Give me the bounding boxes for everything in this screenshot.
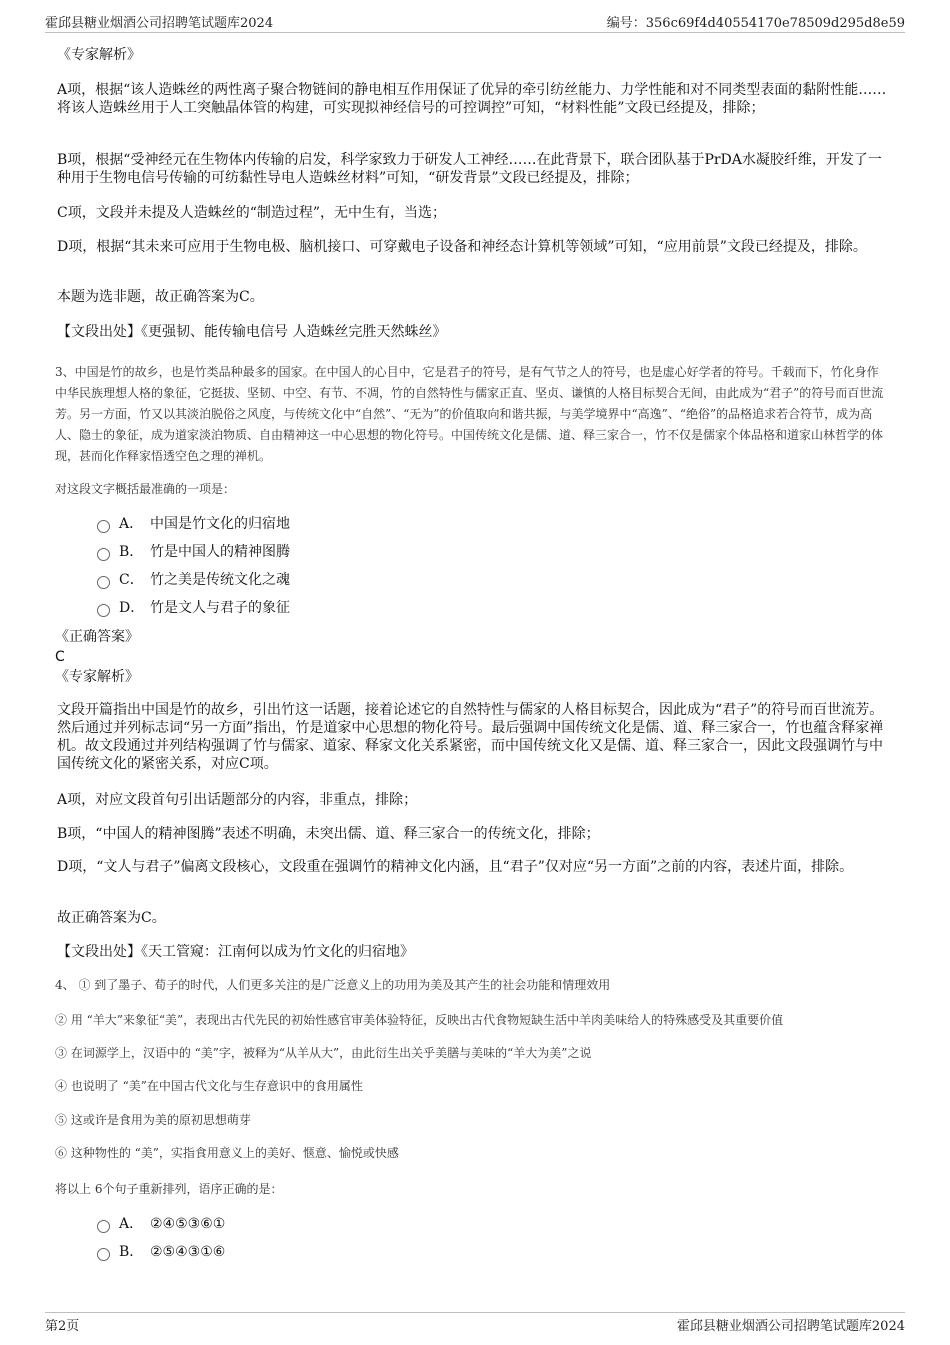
option-text: ②④⑤③⑥① bbox=[150, 1216, 226, 1232]
q4-sentence-4: ④ 也说明了 “美”在中国古代文化与生存意识中的食用属性 bbox=[55, 1079, 363, 1093]
footer-title: 霍邱县糖业烟酒公司招聘笔试题库2024 bbox=[676, 1318, 905, 1334]
option-text: 竹是文人与君子的象征 bbox=[150, 600, 290, 616]
radio-button[interactable] bbox=[97, 520, 110, 533]
header-title: 霍邱县糖业烟酒公司招聘笔试题库2024 bbox=[45, 15, 274, 31]
option-text: 竹之美是传统文化之魂 bbox=[150, 572, 290, 588]
q3-analysis-a: A项，对应文段首句引出话题部分的内容，非重点，排除； bbox=[57, 792, 418, 808]
q3-analysis: 文段开篇指出中国是竹的故乡，引出竹这一话题，接着论述它的自然特性与儒家的人格目标契合，因此成为“君子”的符号而百世流芳。然后通过并列标志词“另一方面”指出，竹是道家中心思想的物化符号。最后强调中国传统文化是儒、道、释三家合一，竹也蕴含释家禅机。故文段通过并列结构强调了竹与儒家、道家、释家文化关系紧密，而中国传统文化又是儒、道、释三家合一，因此文段强调竹与中国传统文化的紧密关系，对应C项。 bbox=[57, 702, 884, 772]
q3-answer-title: 《正确答案》 bbox=[55, 629, 139, 645]
option-letter: B． bbox=[119, 1244, 144, 1260]
q3-analysis-title: 《专家解析》 bbox=[55, 669, 139, 685]
q3-option-c[interactable] bbox=[97, 570, 290, 590]
option-letter: D． bbox=[119, 600, 145, 616]
q3-option-d[interactable] bbox=[97, 598, 290, 618]
q4-sentence-5: ⑤ 这或许是食用为美的原初思想萌芽 bbox=[55, 1113, 251, 1127]
q3-option-b[interactable] bbox=[97, 542, 290, 562]
q3-question: 对这段文字概括最准确的一项是： bbox=[55, 482, 236, 496]
option-text: ②⑤④③①⑥ bbox=[150, 1244, 226, 1260]
q2-analysis-d: D项，根据“其未来可应用于生物电极、脑机接口、可穿戴电子设备和神经态计算机等领域”可知，“应用前景”文段已经提及，排除。 bbox=[57, 239, 867, 255]
radio-button[interactable] bbox=[97, 604, 110, 617]
q4-question: 将以上 6个句子重新排列，语序正确的是： bbox=[55, 1182, 283, 1196]
page-header bbox=[45, 10, 905, 33]
q4-sentence-2: ② 用 “羊大”来象征“美”，表现出古代先民的初始性感官审美体验特征，反映出古代食物短缺生活中羊肉美味给人的特殊感受及其重要价值 bbox=[55, 1013, 784, 1027]
option-text: 竹是中国人的精神图腾 bbox=[150, 544, 290, 560]
q3-analysis-b: B项，“中国人的精神图腾”表述不明确，未突出儒、道、释三家合一的传统文化，排除； bbox=[57, 826, 600, 842]
page-footer bbox=[45, 1312, 905, 1335]
header-serial-number: 编号：356c69f4d40554170e78509d295d8e59 bbox=[606, 15, 905, 31]
option-letter: A． bbox=[119, 516, 144, 532]
q2-analysis-a: A项，根据“该人造蛛丝的两性离子聚合物链间的静电相互作用保证了优异的牵引纺丝能力、力学性能和对不同类型表面的黏附性能……将该人造蛛丝用于人工突触晶体管的构建，可实现拟神经信号的可控调控”可知，“材料性能”文段已经提及，排除； bbox=[57, 82, 887, 116]
option-letter: C． bbox=[119, 572, 144, 588]
q4-sentence-1: 4、 ① 到了墨子、荀子的时代，人们更多关注的是广泛意义上的功用为美及其产生的社会功能和情理效用 bbox=[55, 978, 611, 992]
q4-option-b[interactable] bbox=[97, 1242, 225, 1262]
q4-sentence-6: ⑥ 这种物性的 “美”，实指食用意义上的美好、惬意、愉悦或快感 bbox=[55, 1146, 399, 1160]
radio-button[interactable] bbox=[97, 548, 110, 561]
q2-source: 【文段出处】《更强韧、能传输电信号 人造蛛丝完胜天然蛛丝》 bbox=[57, 324, 447, 340]
q3-analysis-d: D项，“文人与君子”偏离文段核心，文段重在强调竹的精神文化内涵，且“君子”仅对应“另一方面”之前的内容，表述片面，排除。 bbox=[57, 859, 854, 875]
q2-analysis-b: B项，根据“受神经元在生物体内传输的启发，科学家致力于研发人工神经……在此背景下，联合团队基于PrDA水凝胶纤维，开发了一种用于生物电信号传输的可纺黏性导电人造蛛丝材料”可知，“研发背景”文段已经提及，排除； bbox=[57, 152, 882, 186]
radio-button[interactable] bbox=[97, 1220, 110, 1233]
q2-analysis-c: C项，文段并未提及人造蛛丝的“制造过程”，无中生有，当选； bbox=[57, 205, 447, 221]
q2-conclusion: 本题为选非题，故正确答案为C。 bbox=[57, 289, 264, 305]
q2-analysis-title: 《专家解析》 bbox=[57, 47, 141, 63]
q3-stem: 3、中国是竹的故乡，也是竹类品种最多的国家。在中国人的心目中，它是君子的符号，是有气节之人的符号，也是虚心好学者的符号。千载而下，竹化身作中华民族理想人格的象征，它挺拔、坚韧、中空、有节、不凋，竹的自然特性与儒家正直、坚贞、谦慎的人格目标契合无间，由此成为“君子”的符号而百世流芳。另一方面，竹又以其淡泊脱俗之风度，与传统文化中“自然”、“无为”的价值取向和谐共振，与美学境界中“高逸”、“绝俗”的品格追求若合符节，成为高人、隐士的象征，成为道家淡泊物质、自由精神这一中心思想的物化符号。中国传统文化是儒、道、释三家合一，竹不仅是儒家个体品格和道家山林哲学的体现，甚而化作释家悟透空色之理的禅机。 bbox=[55, 365, 884, 463]
radio-button[interactable] bbox=[97, 576, 110, 589]
q4-option-a[interactable] bbox=[97, 1214, 225, 1234]
q3-option-a[interactable] bbox=[97, 514, 290, 534]
q3-source: 【文段出处】《天工管窥：江南何以成为竹文化的归宿地》 bbox=[57, 944, 414, 960]
option-text: 中国是竹文化的归宿地 bbox=[150, 516, 290, 532]
page-number: 第2页 bbox=[45, 1318, 80, 1334]
q4-sentence-3: ③ 在词源学上，汉语中的 “美”字，被释为“从羊从大”，由此衍生出关乎美膳与美味的“羊大为美”之说 bbox=[55, 1046, 592, 1060]
q3-answer: C bbox=[55, 649, 65, 665]
option-letter: A． bbox=[119, 1216, 144, 1232]
radio-button[interactable] bbox=[97, 1248, 110, 1261]
option-letter: B． bbox=[119, 544, 144, 560]
q3-conclusion: 故正确答案为C。 bbox=[57, 910, 166, 926]
